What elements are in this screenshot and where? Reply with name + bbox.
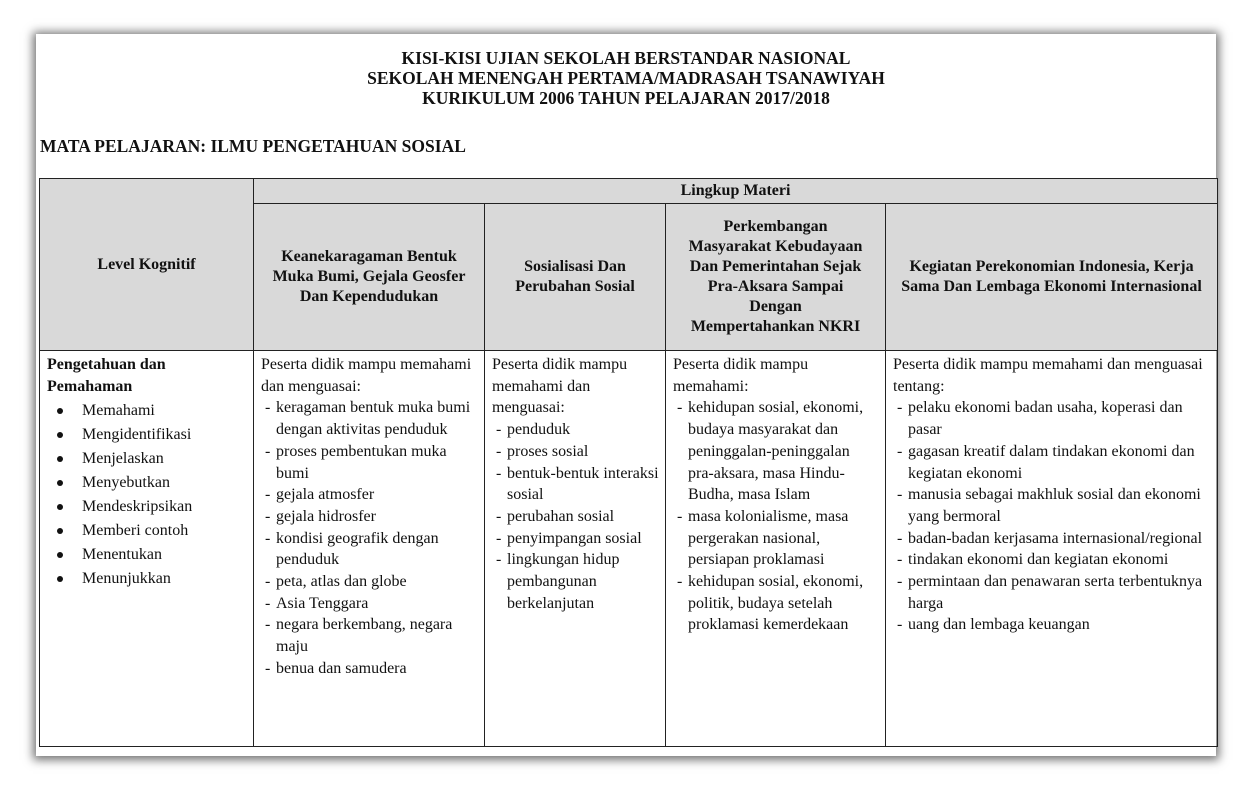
list-item: - kehidupan sosial, ekonomi, budaya masyarakat dan peninggalan-peninggalan pra-aksara, masa Hindu-Budha, masa Islam (673, 397, 879, 506)
column-header-4: Kegiatan Perekonomian Indonesia, Kerja Sama Dan Lembaga Ekonomi Internasional (886, 204, 1218, 351)
cell-lead: Peserta didik mampu memahami dan menguasai: (261, 356, 472, 395)
list-item: - kondisi geografik dengan penduduk (261, 528, 478, 571)
verb-item: Mendeskripsikan (47, 495, 247, 519)
list-item: - gejala atmosfer (261, 484, 478, 506)
list-item: - peta, atlas dan globe (261, 571, 478, 593)
item-list (893, 397, 1211, 636)
column-header-2: Sosialisasi Dan Perubahan Sosial (485, 204, 666, 351)
verb-item: Memahami (47, 399, 247, 423)
list-item: - pelaku ekonomi badan usaha, koperasi dan pasar (893, 397, 1211, 440)
content-cell-3 (666, 351, 886, 747)
list-item: - gejala hidrosfer (261, 506, 478, 528)
content-cell-4 (886, 351, 1218, 747)
list-item: - lingkungan hidup pembangunan berkelanjutan (492, 549, 659, 614)
subject-label: MATA PELAJARAN: ILMU PENGETAHUAN SOSIAL (40, 136, 466, 156)
level-cell (40, 351, 254, 747)
list-item: - proses sosial (492, 441, 659, 463)
title-line-1: KISI-KISI UJIAN SEKOLAH BERSTANDAR NASIONAL (401, 48, 851, 68)
content-cell-1 (254, 351, 485, 747)
list-item: - badan-badan kerjasama internasional/regional (893, 528, 1211, 550)
verb-item: Menyebutkan (47, 471, 247, 495)
list-item: - uang dan lembaga keuangan (893, 614, 1211, 636)
item-list (261, 397, 478, 679)
title-line-3: KURIKULUM 2006 TAHUN PELAJARAN 2017/2018 (422, 88, 830, 108)
column-header-1: Keanekaragaman Bentuk Muka Bumi, Gejala Geosfer Dan Kependudukan (254, 204, 485, 351)
cell-lead: Peserta didik mampu memahami dan menguasai: (492, 356, 628, 417)
list-item: - penduduk (492, 419, 659, 441)
list-item: - benua dan samudera (261, 658, 478, 680)
level-title: Pengetahuan dan Pemahaman (47, 356, 166, 395)
list-item: - perubahan sosial (492, 506, 659, 528)
list-item: - negara berkembang, negara maju (261, 614, 478, 657)
verb-item: Menentukan (47, 543, 247, 567)
content-cell-2 (485, 351, 666, 747)
item-list (492, 419, 659, 614)
cell-lead: Peserta didik mampu memahami dan menguasai tentang: (893, 356, 1203, 395)
list-item: - Asia Tenggara (261, 593, 478, 615)
list-item: - manusia sebagai makhluk sosial dan ekonomi yang bermoral (893, 484, 1211, 527)
list-item: - keragaman bentuk muka bumi dengan aktivitas penduduk (261, 397, 478, 440)
list-item: - kehidupan sosial, ekonomi, politik, budaya setelah proklamasi kemerdekaan (673, 571, 879, 636)
list-item: - bentuk-bentuk interaksi sosial (492, 463, 659, 506)
list-item: - proses pembentukan muka bumi (261, 441, 478, 484)
list-item: - penyimpangan sosial (492, 528, 659, 550)
list-item: - masa kolonialisme, masa pergerakan nasional, persiapan proklamasi (673, 506, 879, 571)
scope-header: Lingkup Materi (254, 179, 1218, 204)
document-title (36, 48, 1216, 108)
verb-list (47, 399, 247, 591)
list-item: - tindakan ekonomi dan kegiatan ekonomi (893, 549, 1211, 571)
column-header-3: Perkembangan Masyarakat Kebudayaan Dan Pemerintahan Sejak Pra-Aksara Sampai Dengan Mempertahankan NKRI (666, 204, 886, 351)
verb-item: Menunjukkan (47, 567, 247, 591)
list-item: - permintaan dan penawaran serta terbentuknya harga (893, 571, 1211, 614)
title-line-2: SEKOLAH MENENGAH PERTAMA/MADRASAH TSANAWIYAH (367, 68, 885, 88)
item-list (673, 397, 879, 636)
list-item: - gagasan kreatif dalam tindakan ekonomi dan kegiatan ekonomi (893, 441, 1211, 484)
grid-table (39, 178, 1218, 747)
verb-item: Mengidentifikasi (47, 423, 247, 447)
verb-item: Memberi contoh (47, 519, 247, 543)
level-header: Level Kognitif (40, 179, 254, 351)
cell-lead: Peserta didik mampu memahami: (673, 356, 809, 395)
document-page (36, 34, 1216, 756)
verb-item: Menjelaskan (47, 447, 247, 471)
